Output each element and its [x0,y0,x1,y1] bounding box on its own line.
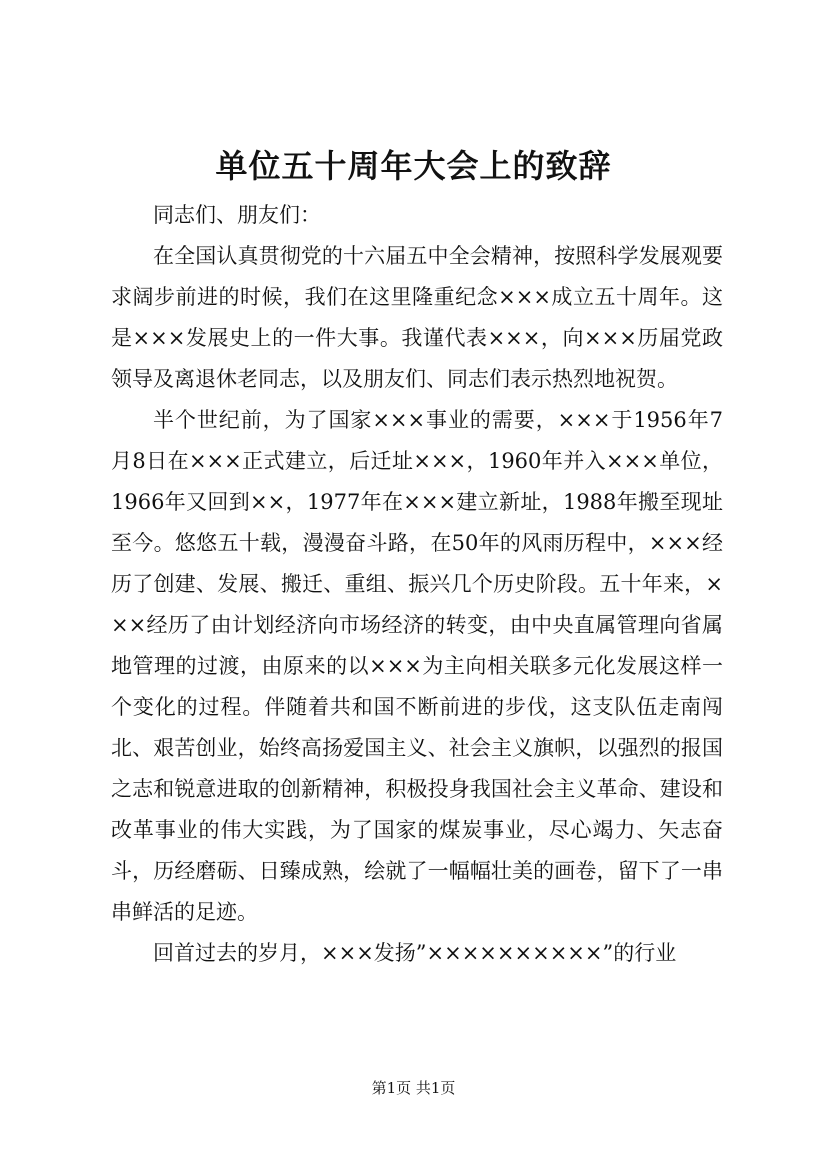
document-title: 单位五十周年大会上的致辞 [215,147,612,185]
paragraph-3: 回首过去的岁月，×××发扬”××××××××××”的行业 [153,941,677,965]
salutation: 同志们、朋友们： [153,203,321,227]
paragraph-2: 半个世纪前，为了国家×××事业的需要，×××于1956年7月8日在×××正式建立，后迁址×××，1960年并入×××单位，1966年又回到××，1977年在×××建立新址，1988年搬至现址至今。悠悠五十载，漫漫奋斗路，在50年的风雨历程中，×××经历了创建、发展、搬迁、重组、振兴几个历史阶段。五十年来，×××经历了由计划经济向市场经济的转变，由中央直属管理向省属地管理的过渡，由原来的以×××为主向相关联多元化发展这样一个变化的过程。伴随着共和国不断前进的步伐，这支队伍走南闯北、艰苦创业，始终高扬爱国主义、社会主义旗帜，以强烈的报国之志和锐意进取的创新精神，积极投身我国社会主义革命、建设和改革事业的伟大实践，为了国家的煤炭事业，尽心竭力、矢志奋斗，历经磨砺、日臻成熟，绘就了一幅幅壮美的画卷，留下了一串串鲜活的足迹。 [111,408,723,924]
page-footer: 第1页 共1页 [371,1079,456,1097]
document-body [111,195,723,974]
paragraph-1: 在全国认真贯彻党的十六届五中全会精神，按照科学发展观要求阔步前进的时候，我们在这里隆重纪念×××成立五十周年。这是×××发展史上的一件大事。我谨代表×××，向×××历届党政领导及离退休老同志，以及朋友们、同志们表示热烈地祝贺。 [111,244,723,391]
